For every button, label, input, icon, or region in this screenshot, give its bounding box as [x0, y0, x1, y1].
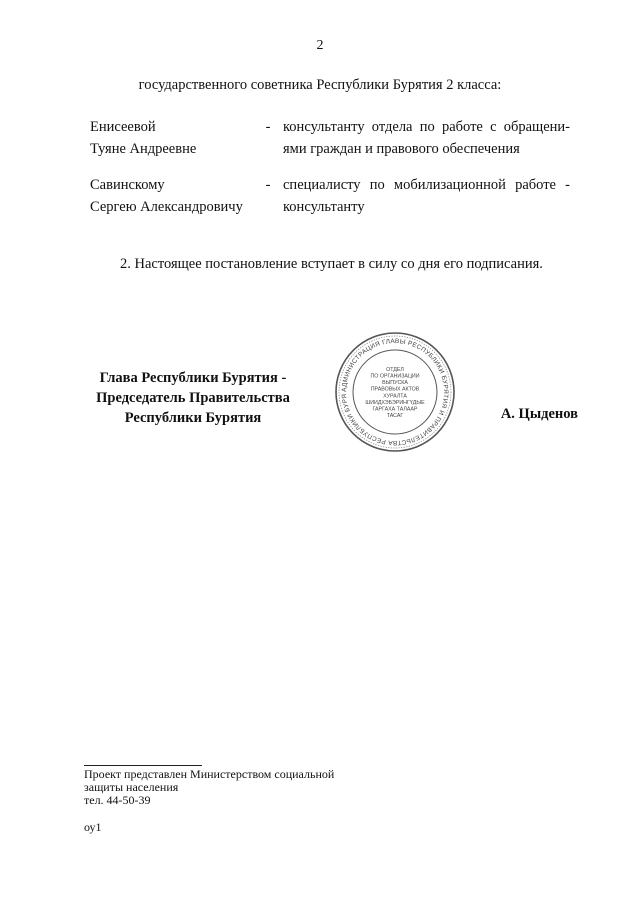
footnote-line: тел. 44-50-39 — [84, 793, 151, 807]
appointment-dash: - — [265, 177, 271, 193]
seal-center-line: ОТДЕЛ — [386, 366, 404, 373]
appointee-name-line: Туяне Андреевне — [90, 141, 197, 157]
document-code: оу1 — [84, 820, 102, 834]
seal-center-line: ГАРГАХА ТАЛААР — [372, 406, 418, 413]
seal-center-line: ХУРАЛТА — [383, 393, 407, 400]
footnote-divider — [84, 765, 202, 766]
seal-ring-text: АДМИНИСТРАЦИЯ ГЛАВЫ РЕСПУБЛИКИ БУРЯТИЯ И ПРАВИТЕЛЬСТВА РЕСПУБЛИКИ БУРЯ — [340, 337, 450, 447]
paragraph-2: 2. Настоящее постановление вступает в силу со дня его подписания. — [120, 256, 543, 272]
appointee-name — [90, 174, 270, 218]
signature-title-line: Глава Республики Бурятия - — [99, 370, 287, 386]
appointee-name-line: Савинскому — [90, 177, 165, 193]
appointee-position-line: консультанту отдела по работе с обращени- — [283, 119, 570, 135]
appointee-name-line: Енисеевой — [90, 119, 156, 135]
seal-center-line: ТАСАГ — [386, 413, 404, 420]
appointee-position-line: специалисту по мобилизационной работе - — [283, 177, 570, 193]
seal-graphic — [333, 330, 457, 454]
seal-center-line: ВЫПУСКА — [382, 380, 408, 387]
intro-line: государственного советника Республики Бурятия 2 класса: — [138, 77, 502, 93]
appointee-position-line: ями граждан и правового обеспечения — [283, 141, 520, 157]
appointment-dash: - — [265, 119, 271, 135]
official-seal — [333, 330, 457, 454]
appointee-name — [90, 116, 270, 160]
signer-name: А. Цыденов — [500, 406, 578, 422]
seal-center-line: ПО ОРГАНИЗАЦИИ — [370, 373, 420, 380]
seal-center-line: ПРАВОВЫХ АКТОВ — [370, 386, 420, 393]
appointee-position — [283, 174, 570, 218]
footnote-line: Проект представлен Министерством социальной — [84, 767, 335, 781]
footnote — [84, 768, 404, 807]
seal-center-line: ШИИДХЭБЭРИНГҮДЫЕ — [365, 399, 425, 406]
footnote-line: защиты населения — [84, 780, 179, 794]
signature-title-line: Председатель Правительства — [96, 390, 290, 406]
page-number: 2 — [316, 38, 324, 53]
appointee-name-line: Сергею Александровичу — [90, 199, 243, 215]
appointee-position-line: консультанту — [283, 199, 365, 215]
appointee-position — [283, 116, 570, 160]
signature-title-line: Республики Бурятия — [124, 410, 262, 426]
signature-title — [78, 368, 308, 428]
